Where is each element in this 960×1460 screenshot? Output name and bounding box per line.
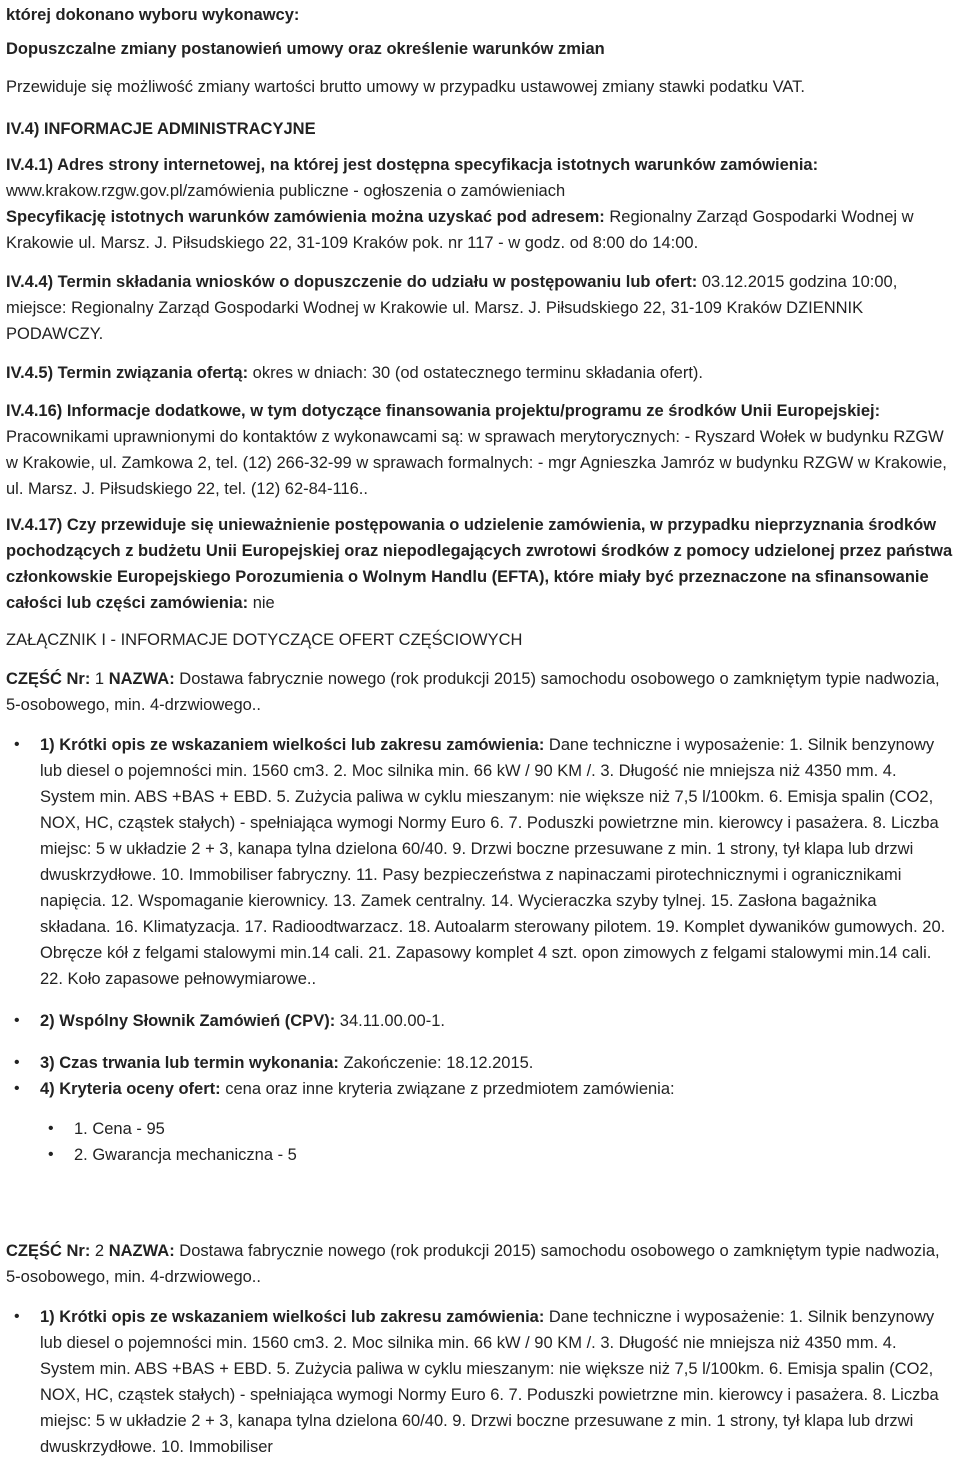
spec-url-link[interactable]: www.krakow.rzgw.gov.pl/zamówienia publiczne - ogłoszenia o zamówieniach xyxy=(6,182,566,200)
part-2-title: CZĘŚĆ Nr: 2 NAZWA: Dostawa fabrycznie nowego (rok produkcji 2015) samochodu osobowego o zamkniętym typie nadwozia, 5-osobowego, min. 4-drzwiowego.. xyxy=(6,1242,940,1286)
section-iv45: IV.4.5) Termin związania ofertą: okres w dniach: 30 (od ostatecznego terminu składania ofert). xyxy=(6,364,703,382)
section-iv416: IV.4.16) Informacje dodatkowe, w tym dotyczące finansowania projektu/programu ze środków Unii Europejskiej: Pracownikami uprawnionymi do kontaktów z wykonawcami są: w sprawach merytorycznych: - Ryszard Wołek w budynku RZGW w Krakowie, ul. Zamkowa 2, tel. (12) 266-32-99 w sprawach formalnych: - mgr Agnieszka Jamróz w budynku RZGW w Krakowie, ul. Marsz. J. Piłsudskiego 22, tel. (12) 62-84-116.. xyxy=(6,402,947,498)
part-1-list xyxy=(6,732,951,1102)
list-item: • 4) Kryteria oceny ofert: cena oraz inne kryteria związane z przedmiotem zamówienia: xyxy=(40,1076,951,1102)
amendments-heading: Dopuszczalne zmiany postanowień umowy oraz określenie warunków zmian xyxy=(6,40,605,58)
part-1-criteria xyxy=(6,1116,951,1168)
criterion-item: • 1. Cena - 95 xyxy=(74,1116,951,1142)
part-2 xyxy=(6,1238,951,1460)
section-spec-address: Specyfikację istotnych warunków zamówienia można uzyskać pod adresem: Regionalny Zarząd Gospodarki Wodnej w Krakowie ul. Marsz. J. Piłsudskiego 22, 31-109 Kraków pok. nr 117 - w godz. od 8:00 do 14:00. xyxy=(6,208,914,252)
amendments-text: Przewiduje się możliwość zmiany wartości brutto umowy w przypadku ustawowej zmiany stawki podatku VAT. xyxy=(6,78,806,96)
list-item: • 1) Krótki opis ze wskazaniem wielkości lub zakresu zamówienia: Dane techniczne i wyposażenie: 1. Silnik benzynowy lub diesel o pojemności min. 1560 cm3. 2. Moc silnika min. 66 kW / 90 KM /. 3. Długość nie mniejsza niż 4350 mm. 4. System min. ABS +BAS + EBD. 5. Zużycia paliwa w cyklu mieszanym: nie większe niż 7,5 l/100km. 6. Emisja spalin (CO2, NOX, HC, cząstek stałych) - spełniająca wymogi Normy Euro 6. 7. Poduszki powietrzne min. kierowcy i pasażera. 8. Liczba miejsc: 5 w układzie 2 + 3, kanapa tylna dzielona 60/40. 9. Drzwi boczne przesuwane z min. 1 strony, tył klapa lub drzwi dwuskrzydłowe. 10. Immobiliser fabryczny. 11. Pasy bezpieczeństwa z napinaczami pirotechnicznymi i ogranicznikami napięcia. 12. Wspomaganie kierownicy. 13. Zamek centralny. 14. Wycieraczka szyby tylnej. 15. Zasłona bagażnika składana. 16. Klimatyzacja. 17. Radioodtwarzacz. 18. Autoalarm sterowany pilotem. 19. Komplet dywaników gumowych. 20. Obręcze kół z felgami stalowymi min.14 cali. 21. Zapasowy komplet 4 szt. opon zimowych z felgami stalowymi min.14 cali. 22. Koło zapasowe pełnowymiarowe.. xyxy=(40,732,951,992)
section-iv417: IV.4.17) Czy przewiduje się unieważnienie postępowania o udzielenie zamówienia, w przypadku nieprzyznania środków pochodzących z budżetu Unii Europejskiej oraz niepodlegających zwrotowi środków z pomocy udzielonej przez państwa członkowskie Europejskiego Porozumienia o Wolnym Handlu (EFTA), które miały być przeznaczone na sfinansowanie całości lub części zamówienia: nie xyxy=(6,516,953,612)
part-2-list xyxy=(6,1304,951,1460)
intro-fragment: której dokonano wyboru wykonawcy: xyxy=(6,6,300,24)
list-item: • 3) Czas trwania lub termin wykonania: Zakończenie: 18.12.2015. xyxy=(40,1050,951,1076)
section-iv4-heading: IV.4) INFORMACJE ADMINISTRACYJNE xyxy=(6,120,316,138)
part-1-title: CZĘŚĆ Nr: 1 NAZWA: Dostawa fabrycznie nowego (rok produkcji 2015) samochodu osobowego o zamkniętym typie nadwozia, 5-osobowego, min. 4-drzwiowego.. xyxy=(6,670,940,714)
list-item: • 1) Krótki opis ze wskazaniem wielkości lub zakresu zamówienia: Dane techniczne i wyposażenie: 1. Silnik benzynowy lub diesel o pojemności min. 1560 cm3. 2. Moc silnika min. 66 kW / 90 KM /. 3. Długość nie mniejsza niż 4350 mm. 4. System min. ABS +BAS + EBD. 5. Zużycia paliwa w cyklu mieszanym: nie większe niż 7,5 l/100km. 6. Emisja spalin (CO2, NOX, HC, cząstek stałych) - spełniająca wymogi Normy Euro 6. 7. Poduszki powietrzne min. kierowcy i pasażera. 8. Liczba miejsc: 5 w układzie 2 + 3, kanapa tylna dzielona 60/40. 9. Drzwi boczne przesuwane z min. 1 strony, tył klapa lub drzwi dwuskrzydłowe. 10. Immobiliser xyxy=(40,1304,951,1460)
part-1 xyxy=(6,666,951,1168)
section-iv41: IV.4.1) Adres strony internetowej, na której jest dostępna specyfikacja istotnych warunków zamówienia: www.krakow.rzgw.gov.pl/zamówienia publiczne - ogłoszenia o zamówieniach xyxy=(6,156,819,200)
section-iv44: IV.4.4) Termin składania wniosków o dopuszczenie do udziału w postępowaniu lub ofert: 03.12.2015 godzina 10:00, miejsce: Regionalny Zarząd Gospodarki Wodnej w Krakowie ul. Marsz. J. Piłsudskiego 22, 31-109 Kraków DZIENNIK PODAWCZY. xyxy=(6,273,898,343)
list-item: • 2) Wspólny Słownik Zamówień (CPV): 34.11.00.00-1. xyxy=(40,1008,951,1034)
criterion-item: • 2. Gwarancja mechaniczna - 5 xyxy=(74,1142,951,1168)
annex-heading: ZAŁĄCZNIK I - INFORMACJE DOTYCZĄCE OFERT CZĘŚCIOWYCH xyxy=(6,631,523,649)
